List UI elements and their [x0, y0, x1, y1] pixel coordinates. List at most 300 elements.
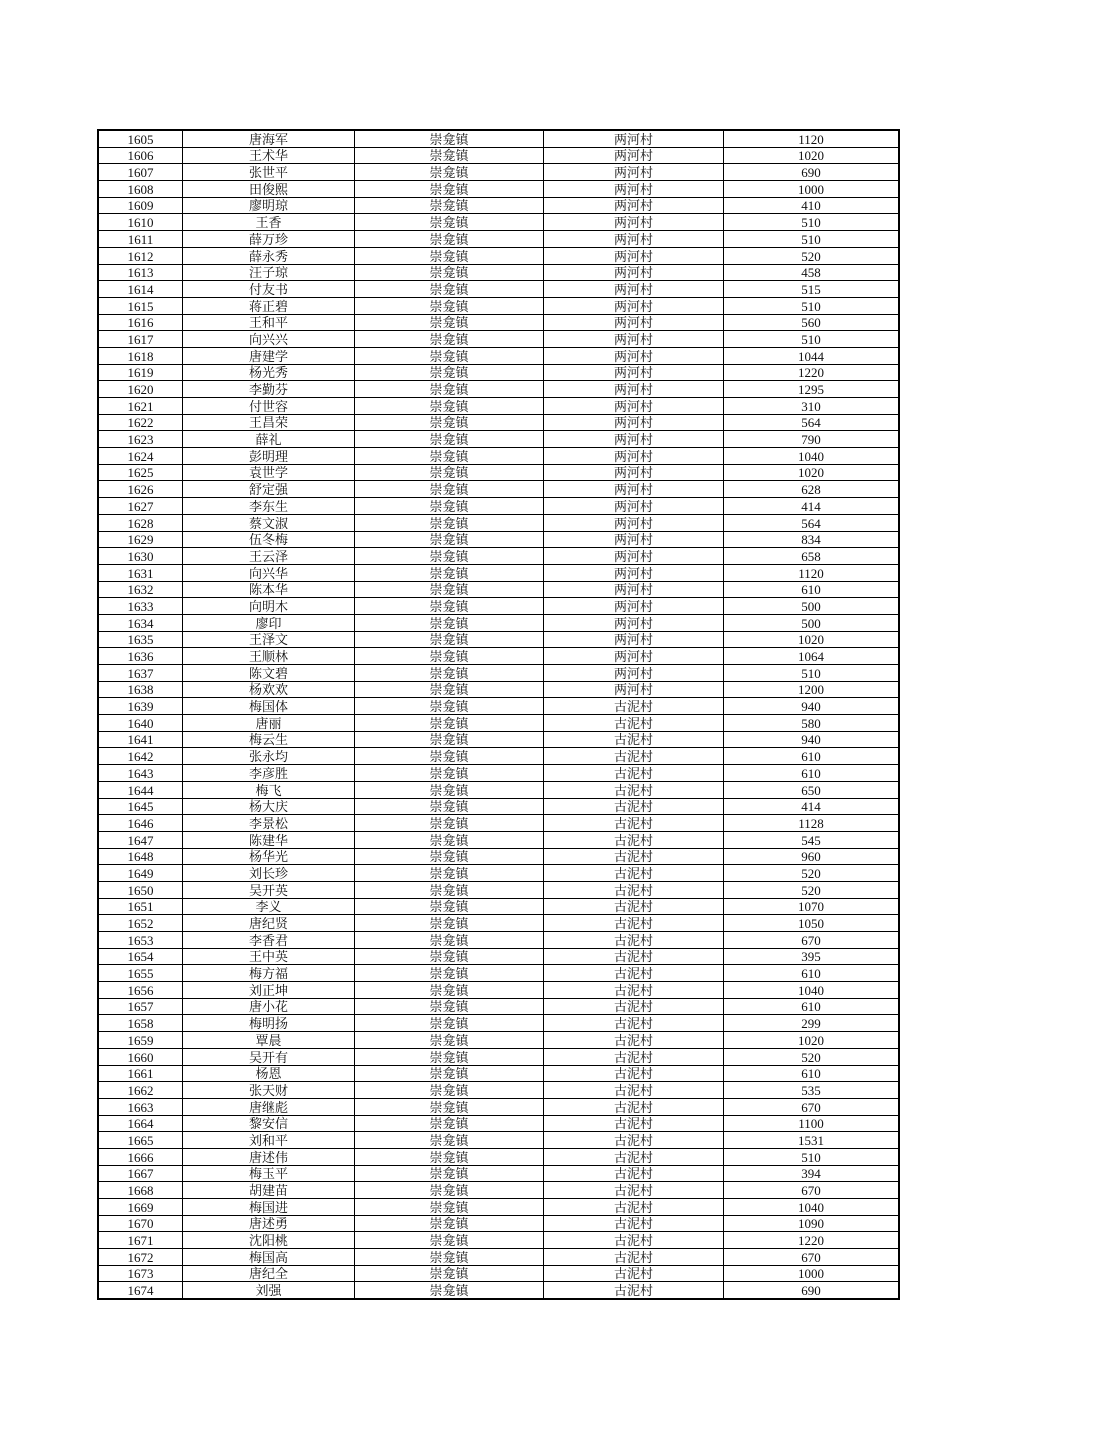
table-row: [98, 147, 899, 164]
town-cell: 崇龛镇: [355, 598, 544, 615]
town-cell: 崇龛镇: [355, 1115, 544, 1132]
town-cell: 崇龛镇: [355, 781, 544, 798]
row-number-cell: 1623: [98, 431, 183, 448]
table-row: [98, 932, 899, 949]
village-cell: 两河村: [544, 398, 724, 415]
name-cell: 吴开英: [183, 881, 355, 898]
village-cell: 两河村: [544, 514, 724, 531]
table-row: [98, 915, 899, 932]
table-row: [98, 1249, 899, 1266]
name-cell: 沈阳桃: [183, 1232, 355, 1249]
town-cell: 崇龛镇: [355, 715, 544, 732]
name-cell: 刘强: [183, 1282, 355, 1299]
row-number-cell: 1666: [98, 1148, 183, 1165]
row-number-cell: 1634: [98, 614, 183, 631]
name-cell: 袁世学: [183, 464, 355, 481]
row-number-cell: 1654: [98, 948, 183, 965]
row-number-cell: 1626: [98, 481, 183, 498]
town-cell: 崇龛镇: [355, 898, 544, 915]
name-cell: 黎安信: [183, 1115, 355, 1132]
row-number-cell: 1616: [98, 314, 183, 331]
table-row: [98, 181, 899, 198]
row-number-cell: 1633: [98, 598, 183, 615]
town-cell: 崇龛镇: [355, 681, 544, 698]
row-number-cell: 1655: [98, 965, 183, 982]
town-cell: 崇龛镇: [355, 297, 544, 314]
village-cell: 两河村: [544, 314, 724, 331]
row-number-cell: 1661: [98, 1065, 183, 1082]
row-number-cell: 1618: [98, 347, 183, 364]
row-number-cell: 1663: [98, 1098, 183, 1115]
amount-cell: 610: [724, 748, 900, 765]
town-cell: 崇龛镇: [355, 1282, 544, 1299]
town-cell: 崇龛镇: [355, 147, 544, 164]
row-number-cell: 1625: [98, 464, 183, 481]
name-cell: 廖明琼: [183, 197, 355, 214]
name-cell: 唐建学: [183, 347, 355, 364]
village-cell: 两河村: [544, 448, 724, 465]
row-number-cell: 1648: [98, 848, 183, 865]
table-row: [98, 1215, 899, 1232]
village-cell: 古泥村: [544, 1232, 724, 1249]
name-cell: 李义: [183, 898, 355, 915]
town-cell: 崇龛镇: [355, 1215, 544, 1232]
town-cell: 崇龛镇: [355, 398, 544, 415]
row-number-cell: 1670: [98, 1215, 183, 1232]
name-cell: 蒋正碧: [183, 297, 355, 314]
row-number-cell: 1651: [98, 898, 183, 915]
table-row: [98, 631, 899, 648]
name-cell: 唐海军: [183, 130, 355, 147]
village-cell: 古泥村: [544, 1165, 724, 1182]
town-cell: 崇龛镇: [355, 381, 544, 398]
village-cell: 两河村: [544, 665, 724, 682]
name-cell: 唐述伟: [183, 1148, 355, 1165]
village-cell: 两河村: [544, 347, 724, 364]
town-cell: 崇龛镇: [355, 831, 544, 848]
town-cell: 崇龛镇: [355, 1232, 544, 1249]
table-row: [98, 231, 899, 248]
table-row: [98, 731, 899, 748]
village-cell: 古泥村: [544, 1148, 724, 1165]
name-cell: 向明木: [183, 598, 355, 615]
row-number-cell: 1635: [98, 631, 183, 648]
row-number-cell: 1615: [98, 297, 183, 314]
village-cell: 两河村: [544, 648, 724, 665]
table-row: [98, 347, 899, 364]
row-number-cell: 1628: [98, 514, 183, 531]
name-cell: 付友书: [183, 281, 355, 298]
table-row: [98, 431, 899, 448]
village-cell: 古泥村: [544, 765, 724, 782]
row-number-cell: 1624: [98, 448, 183, 465]
table-row: [98, 1165, 899, 1182]
town-cell: 崇龛镇: [355, 748, 544, 765]
town-cell: 崇龛镇: [355, 731, 544, 748]
amount-cell: 510: [724, 297, 900, 314]
row-number-cell: 1612: [98, 247, 183, 264]
town-cell: 崇龛镇: [355, 548, 544, 565]
row-number-cell: 1608: [98, 181, 183, 198]
village-cell: 古泥村: [544, 998, 724, 1015]
amount-cell: 1000: [724, 181, 900, 198]
amount-cell: 410: [724, 197, 900, 214]
row-number-cell: 1611: [98, 231, 183, 248]
village-cell: 古泥村: [544, 881, 724, 898]
name-cell: 梅方福: [183, 965, 355, 982]
village-cell: 两河村: [544, 247, 724, 264]
town-cell: 崇龛镇: [355, 614, 544, 631]
name-cell: 田俊熙: [183, 181, 355, 198]
name-cell: 梅国进: [183, 1199, 355, 1216]
village-cell: 两河村: [544, 598, 724, 615]
name-cell: 蔡文淑: [183, 514, 355, 531]
name-cell: 唐丽: [183, 715, 355, 732]
town-cell: 崇龛镇: [355, 815, 544, 832]
town-cell: 崇龛镇: [355, 881, 544, 898]
town-cell: 崇龛镇: [355, 1165, 544, 1182]
town-cell: 崇龛镇: [355, 314, 544, 331]
amount-cell: 520: [724, 881, 900, 898]
amount-cell: 1220: [724, 1232, 900, 1249]
row-number-cell: 1609: [98, 197, 183, 214]
amount-cell: 515: [724, 281, 900, 298]
town-cell: 崇龛镇: [355, 264, 544, 281]
table-row: [98, 197, 899, 214]
table-row: [98, 948, 899, 965]
village-cell: 古泥村: [544, 1199, 724, 1216]
name-cell: 汪子琼: [183, 264, 355, 281]
amount-cell: 580: [724, 715, 900, 732]
town-cell: 崇龛镇: [355, 1065, 544, 1082]
row-number-cell: 1646: [98, 815, 183, 832]
name-cell: 杨光秀: [183, 364, 355, 381]
amount-cell: 670: [724, 932, 900, 949]
village-cell: 两河村: [544, 281, 724, 298]
amount-cell: 310: [724, 398, 900, 415]
table-row: [98, 531, 899, 548]
name-cell: 王和平: [183, 314, 355, 331]
name-cell: 陈建华: [183, 831, 355, 848]
village-cell: 古泥村: [544, 815, 724, 832]
town-cell: 崇龛镇: [355, 347, 544, 364]
table-row: [98, 130, 899, 147]
amount-cell: 1040: [724, 1199, 900, 1216]
table-row: [98, 448, 899, 465]
amount-cell: 564: [724, 414, 900, 431]
village-cell: 古泥村: [544, 1215, 724, 1232]
document-page: [97, 129, 900, 1300]
name-cell: 覃晨: [183, 1032, 355, 1049]
amount-cell: 1020: [724, 464, 900, 481]
table-row: [98, 1098, 899, 1115]
village-cell: 古泥村: [544, 1282, 724, 1299]
amount-cell: 1020: [724, 1032, 900, 1049]
town-cell: 崇龛镇: [355, 331, 544, 348]
table-row: [98, 1282, 899, 1299]
village-cell: 两河村: [544, 197, 724, 214]
row-number-cell: 1614: [98, 281, 183, 298]
table-row: [98, 898, 899, 915]
name-cell: 王中英: [183, 948, 355, 965]
amount-cell: 1050: [724, 915, 900, 932]
name-cell: 唐继彪: [183, 1098, 355, 1115]
table-row: [98, 297, 899, 314]
row-number-cell: 1659: [98, 1032, 183, 1049]
name-cell: 唐小花: [183, 998, 355, 1015]
village-cell: 两河村: [544, 614, 724, 631]
amount-cell: 414: [724, 798, 900, 815]
amount-cell: 960: [724, 848, 900, 865]
name-cell: 唐述勇: [183, 1215, 355, 1232]
row-number-cell: 1606: [98, 147, 183, 164]
amount-cell: 610: [724, 1065, 900, 1082]
table-row: [98, 1115, 899, 1132]
amount-cell: 510: [724, 214, 900, 231]
row-number-cell: 1653: [98, 932, 183, 949]
table-row: [98, 1199, 899, 1216]
village-cell: 古泥村: [544, 798, 724, 815]
table-row: [98, 982, 899, 999]
row-number-cell: 1662: [98, 1082, 183, 1099]
row-number-cell: 1660: [98, 1048, 183, 1065]
village-cell: 古泥村: [544, 948, 724, 965]
amount-cell: 610: [724, 581, 900, 598]
amount-cell: 690: [724, 164, 900, 181]
amount-cell: 1531: [724, 1132, 900, 1149]
name-cell: 王泽文: [183, 631, 355, 648]
row-number-cell: 1652: [98, 915, 183, 932]
town-cell: 崇龛镇: [355, 665, 544, 682]
table-row: [98, 481, 899, 498]
village-cell: 两河村: [544, 130, 724, 147]
row-number-cell: 1642: [98, 748, 183, 765]
table-row: [98, 881, 899, 898]
name-cell: 梅云生: [183, 731, 355, 748]
table-row: [98, 498, 899, 515]
amount-cell: 510: [724, 665, 900, 682]
table-row: [98, 381, 899, 398]
row-number-cell: 1632: [98, 581, 183, 598]
table-row: [98, 314, 899, 331]
table-row: [98, 1015, 899, 1032]
amount-cell: 299: [724, 1015, 900, 1032]
town-cell: 崇龛镇: [355, 1132, 544, 1149]
row-number-cell: 1669: [98, 1199, 183, 1216]
row-number-cell: 1639: [98, 698, 183, 715]
row-number-cell: 1617: [98, 331, 183, 348]
amount-cell: 1220: [724, 364, 900, 381]
amount-cell: 670: [724, 1249, 900, 1266]
row-number-cell: 1619: [98, 364, 183, 381]
village-cell: 古泥村: [544, 715, 724, 732]
amount-cell: 670: [724, 1182, 900, 1199]
village-cell: 两河村: [544, 364, 724, 381]
table-row: [98, 264, 899, 281]
name-cell: 李彦胜: [183, 765, 355, 782]
amount-cell: 1020: [724, 631, 900, 648]
amount-cell: 650: [724, 781, 900, 798]
name-cell: 向兴兴: [183, 331, 355, 348]
town-cell: 崇龛镇: [355, 181, 544, 198]
row-number-cell: 1668: [98, 1182, 183, 1199]
table-row: [98, 1082, 899, 1099]
row-number-cell: 1627: [98, 498, 183, 515]
table-row: [98, 614, 899, 631]
row-number-cell: 1645: [98, 798, 183, 815]
name-cell: 薛礼: [183, 431, 355, 448]
town-cell: 崇龛镇: [355, 481, 544, 498]
row-number-cell: 1613: [98, 264, 183, 281]
town-cell: 崇龛镇: [355, 1032, 544, 1049]
name-cell: 王术华: [183, 147, 355, 164]
village-cell: 两河村: [544, 331, 724, 348]
name-cell: 张永均: [183, 748, 355, 765]
village-cell: 古泥村: [544, 1182, 724, 1199]
row-number-cell: 1644: [98, 781, 183, 798]
village-cell: 两河村: [544, 581, 724, 598]
village-cell: 古泥村: [544, 898, 724, 915]
name-cell: 陈文碧: [183, 665, 355, 682]
amount-cell: 610: [724, 965, 900, 982]
village-cell: 古泥村: [544, 915, 724, 932]
amount-cell: 535: [724, 1082, 900, 1099]
table-row: [98, 464, 899, 481]
town-cell: 崇龛镇: [355, 1048, 544, 1065]
table-row: [98, 1265, 899, 1282]
town-cell: 崇龛镇: [355, 531, 544, 548]
town-cell: 崇龛镇: [355, 498, 544, 515]
village-cell: 古泥村: [544, 1132, 724, 1149]
row-number-cell: 1673: [98, 1265, 183, 1282]
row-number-cell: 1674: [98, 1282, 183, 1299]
row-number-cell: 1638: [98, 681, 183, 698]
table-row: [98, 665, 899, 682]
name-cell: 王昌荣: [183, 414, 355, 431]
amount-cell: 545: [724, 831, 900, 848]
amount-cell: 610: [724, 765, 900, 782]
table-row: [98, 548, 899, 565]
village-cell: 两河村: [544, 231, 724, 248]
table-row: [98, 1132, 899, 1149]
village-cell: 两河村: [544, 431, 724, 448]
village-cell: 古泥村: [544, 1048, 724, 1065]
amount-cell: 414: [724, 498, 900, 515]
name-cell: 廖印: [183, 614, 355, 631]
name-cell: 张世平: [183, 164, 355, 181]
table-row: [98, 214, 899, 231]
amount-cell: 560: [724, 314, 900, 331]
name-cell: 刘正坤: [183, 982, 355, 999]
row-number-cell: 1640: [98, 715, 183, 732]
table-row: [98, 1065, 899, 1082]
village-cell: 古泥村: [544, 698, 724, 715]
table-row: [98, 648, 899, 665]
village-cell: 两河村: [544, 548, 724, 565]
row-number-cell: 1636: [98, 648, 183, 665]
amount-cell: 1040: [724, 448, 900, 465]
village-cell: 古泥村: [544, 932, 724, 949]
row-number-cell: 1647: [98, 831, 183, 848]
amount-cell: 520: [724, 865, 900, 882]
name-cell: 陈本华: [183, 581, 355, 598]
town-cell: 崇龛镇: [355, 1148, 544, 1165]
village-cell: 两河村: [544, 164, 724, 181]
amount-cell: 1295: [724, 381, 900, 398]
amount-cell: 1040: [724, 982, 900, 999]
name-cell: 王香: [183, 214, 355, 231]
table-row: [98, 564, 899, 581]
name-cell: 舒定强: [183, 481, 355, 498]
village-cell: 古泥村: [544, 1098, 724, 1115]
amount-cell: 1044: [724, 347, 900, 364]
town-cell: 崇龛镇: [355, 1098, 544, 1115]
town-cell: 崇龛镇: [355, 214, 544, 231]
town-cell: 崇龛镇: [355, 1199, 544, 1216]
town-cell: 崇龛镇: [355, 1249, 544, 1266]
amount-cell: 510: [724, 331, 900, 348]
name-cell: 刘和平: [183, 1132, 355, 1149]
row-number-cell: 1665: [98, 1132, 183, 1149]
amount-cell: 510: [724, 231, 900, 248]
village-cell: 古泥村: [544, 1082, 724, 1099]
name-cell: 唐纪全: [183, 1265, 355, 1282]
village-cell: 古泥村: [544, 1265, 724, 1282]
town-cell: 崇龛镇: [355, 1015, 544, 1032]
amount-cell: 394: [724, 1165, 900, 1182]
amount-cell: 940: [724, 731, 900, 748]
row-number-cell: 1621: [98, 398, 183, 415]
table-row: [98, 865, 899, 882]
row-number-cell: 1657: [98, 998, 183, 1015]
amount-cell: 670: [724, 1098, 900, 1115]
amount-cell: 500: [724, 614, 900, 631]
village-cell: 古泥村: [544, 982, 724, 999]
town-cell: 崇龛镇: [355, 848, 544, 865]
table-row: [98, 281, 899, 298]
name-cell: 李景松: [183, 815, 355, 832]
village-cell: 两河村: [544, 297, 724, 314]
name-cell: 杨华光: [183, 848, 355, 865]
village-cell: 两河村: [544, 181, 724, 198]
town-cell: 崇龛镇: [355, 915, 544, 932]
table-row: [98, 681, 899, 698]
table-row: [98, 1148, 899, 1165]
table-row: [98, 1232, 899, 1249]
village-cell: 古泥村: [544, 965, 724, 982]
table-row: [98, 798, 899, 815]
table-row: [98, 1032, 899, 1049]
amount-cell: 1064: [724, 648, 900, 665]
table-row: [98, 581, 899, 598]
name-cell: 胡建苗: [183, 1182, 355, 1199]
table-row: [98, 331, 899, 348]
name-cell: 刘长珍: [183, 865, 355, 882]
town-cell: 崇龛镇: [355, 281, 544, 298]
town-cell: 崇龛镇: [355, 514, 544, 531]
amount-cell: 690: [724, 1282, 900, 1299]
village-cell: 两河村: [544, 631, 724, 648]
row-number-cell: 1622: [98, 414, 183, 431]
table-row: [98, 247, 899, 264]
town-cell: 崇龛镇: [355, 698, 544, 715]
town-cell: 崇龛镇: [355, 164, 544, 181]
town-cell: 崇龛镇: [355, 197, 544, 214]
village-cell: 两河村: [544, 681, 724, 698]
table-row: [98, 781, 899, 798]
village-cell: 两河村: [544, 464, 724, 481]
village-cell: 古泥村: [544, 1249, 724, 1266]
